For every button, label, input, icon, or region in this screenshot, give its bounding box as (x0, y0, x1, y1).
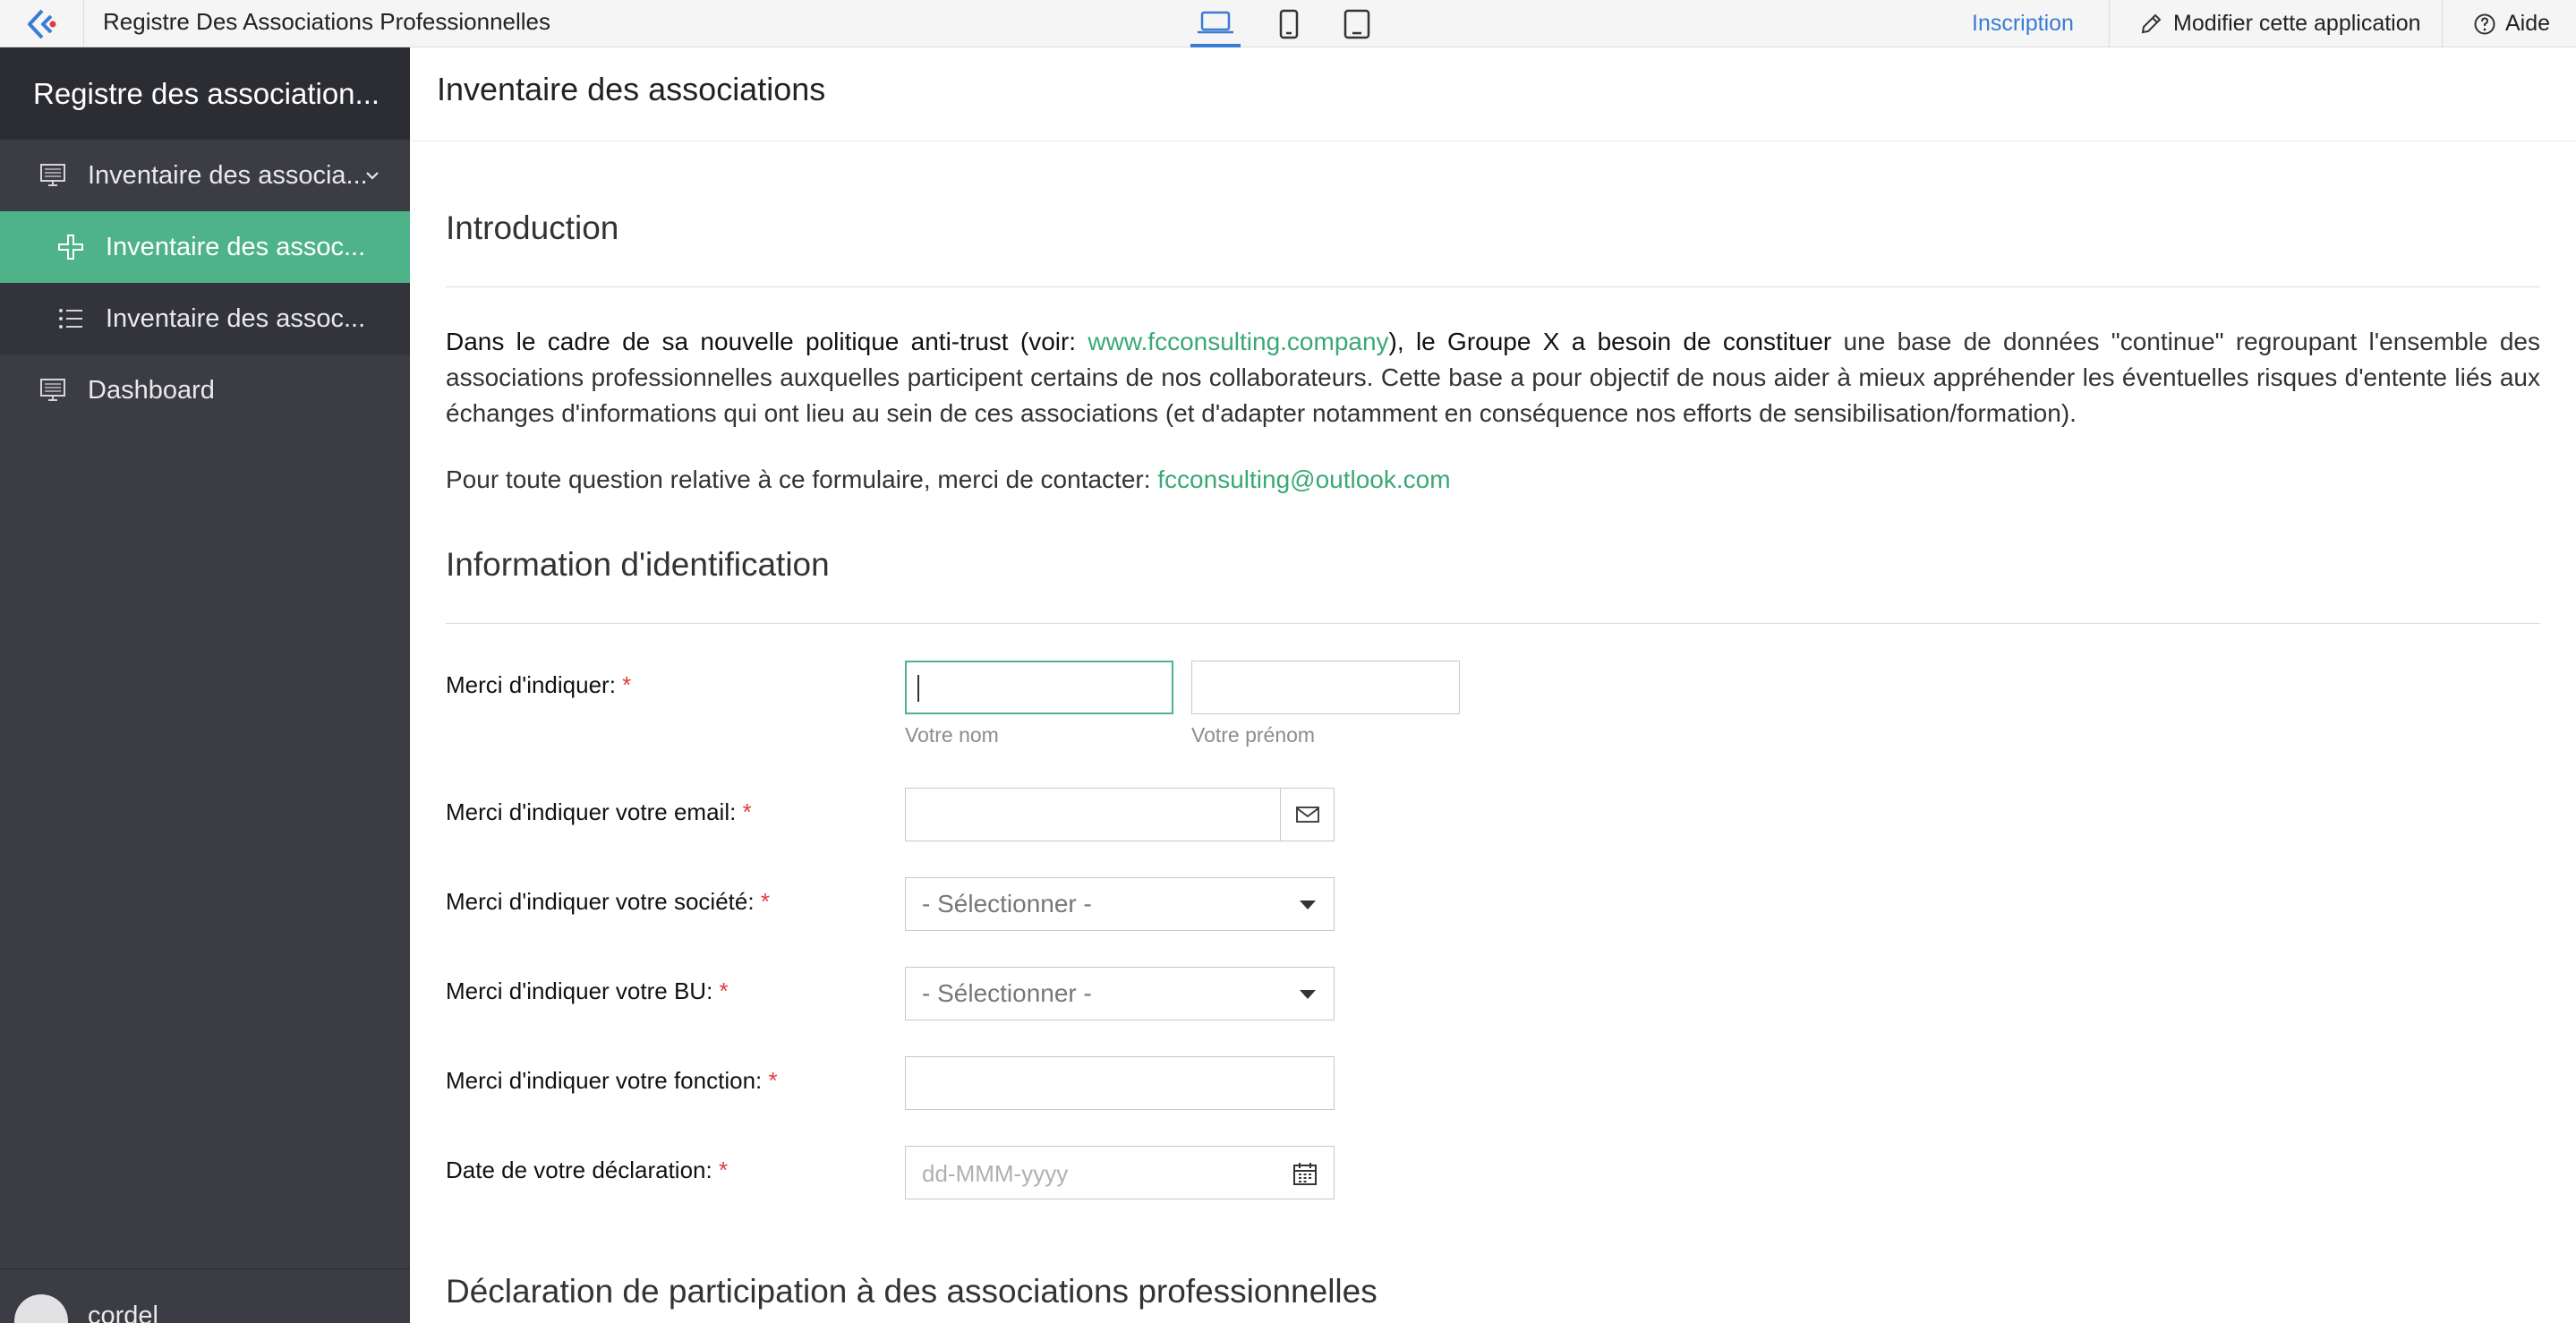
mobile-view-button[interactable] (1271, 0, 1307, 47)
required-mark: * (768, 1067, 778, 1094)
company-label (446, 888, 770, 916)
dropdown-arrow-icon (1300, 900, 1316, 909)
tablet-view-button[interactable] (1339, 0, 1375, 47)
contact-text: Pour toute question relative à ce formulaire, merci de contacter: (446, 465, 1158, 493)
intro-text-part: une base de données "continue" regroupant l'ensemble des associations professionnelles auxquelles participent certains de nos collaborateurs. Cette base a pour objectif de nous aider à mieux appréhender les éventuelles risques d'entente liés aux échanges d'informations qui ont lieu au sein de ces associations (et d'adapter notamment en conséquence nos efforts de sensibilisation/formation). (446, 328, 2540, 427)
required-mark: * (760, 888, 770, 915)
plus-icon (55, 232, 86, 262)
back-logo-icon (24, 8, 60, 40)
sidebar-item-inventaire-list[interactable] (0, 283, 410, 354)
required-mark: * (719, 977, 729, 1004)
sidebar-item-inventaire-section[interactable] (0, 140, 410, 211)
required-mark: * (718, 1157, 729, 1183)
last-name-input[interactable] (905, 661, 1173, 714)
intro-text-part: Dans le cadre de sa nouvelle politique anti-trust (voir: (446, 328, 1088, 355)
sidebar-item-label: Inventaire des associa... (88, 160, 368, 190)
divider (446, 623, 2540, 624)
bu-label-text: Merci d'indiquer votre BU: (446, 977, 713, 1004)
list-icon (55, 303, 86, 334)
monitor-icon (38, 375, 68, 405)
date-input[interactable] (905, 1146, 1335, 1199)
top-bar (0, 0, 2576, 47)
first-name-input[interactable] (1191, 661, 1460, 714)
email-label (446, 798, 752, 826)
dropdown-arrow-icon (1300, 990, 1316, 999)
intro-title: Introduction (446, 209, 619, 246)
function-label (446, 1067, 778, 1095)
user-profile[interactable] (0, 1268, 410, 1323)
divider (446, 286, 2540, 287)
sidebar-item-label: Inventaire des assoc... (106, 303, 366, 333)
email-addon (1280, 789, 1334, 841)
tablet-icon (1343, 9, 1371, 39)
intro-text-part: ), le Groupe X a besoin de constituer (1388, 328, 1832, 355)
user-name: cordel (88, 1302, 158, 1323)
identification-title: Information d'identification (446, 546, 830, 583)
app-title: Registre Des Associations Professionnelles (103, 8, 551, 35)
help-label: Aide (2505, 11, 2551, 36)
bu-select-value: - Sélectionner - (922, 979, 1092, 1007)
date-placeholder: dd-MMM-yyyy (922, 1160, 1069, 1187)
laptop-view-button[interactable] (1190, 0, 1241, 47)
mobile-icon (1278, 9, 1300, 39)
required-mark: * (742, 798, 752, 825)
contact-line (446, 465, 1451, 494)
date-label-text: Date de votre déclaration: (446, 1157, 712, 1183)
required-mark: * (622, 671, 632, 698)
sidebar-item-label: Dashboard (88, 375, 215, 405)
pencil-icon (2139, 13, 2162, 36)
avatar (14, 1294, 68, 1323)
website-link[interactable]: www.fcconsulting.company (1088, 328, 1389, 355)
bu-label (446, 977, 729, 1005)
sidebar-item-inventaire-form[interactable] (0, 211, 410, 283)
company-select[interactable] (905, 877, 1335, 931)
contact-email-link[interactable]: fcconsulting@outlook.com (1157, 465, 1451, 493)
sidebar-header: Registre des association... (0, 47, 410, 140)
envelope-icon (1295, 806, 1320, 824)
email-field[interactable] (905, 788, 1335, 841)
company-select-value: - Sélectionner - (922, 890, 1092, 918)
monitor-icon (38, 160, 68, 191)
function-label-text: Merci d'indiquer votre fonction: (446, 1067, 763, 1094)
company-label-text: Merci d'indiquer votre société: (446, 888, 755, 915)
app-home-button[interactable] (0, 0, 84, 47)
function-input[interactable] (905, 1056, 1335, 1110)
sidebar-item-label: Inventaire des assoc... (106, 232, 366, 261)
bu-select[interactable] (905, 967, 1335, 1020)
divider (2442, 0, 2443, 47)
email-label-text: Merci d'indiquer votre email: (446, 798, 737, 825)
intro-text (446, 324, 2540, 431)
page-header (410, 47, 2576, 141)
date-label (446, 1157, 728, 1184)
help-button[interactable] (2473, 0, 2550, 47)
text-caret (917, 675, 919, 702)
signup-link[interactable]: Inscription (1972, 11, 2074, 36)
divider (2109, 0, 2110, 47)
edit-app-button[interactable] (2139, 0, 2421, 47)
edit-app-label: Modifier cette application (2173, 11, 2421, 36)
last-name-hint: Votre nom (905, 723, 999, 747)
laptop-icon (1196, 9, 1235, 36)
chevron-down-icon[interactable] (363, 166, 381, 184)
help-circle-icon (2473, 13, 2496, 36)
page-title: Inventaire des associations (437, 71, 826, 107)
first-name-hint: Votre prénom (1191, 723, 1316, 747)
sidebar (0, 47, 410, 1323)
form-content (410, 141, 2576, 1323)
name-label (446, 671, 631, 699)
name-label-text: Merci d'indiquer: (446, 671, 616, 698)
calendar-icon[interactable] (1292, 1161, 1318, 1186)
sidebar-item-dashboard[interactable] (0, 354, 410, 426)
declaration-title: Déclaration de participation à des associations professionnelles (446, 1273, 1378, 1310)
